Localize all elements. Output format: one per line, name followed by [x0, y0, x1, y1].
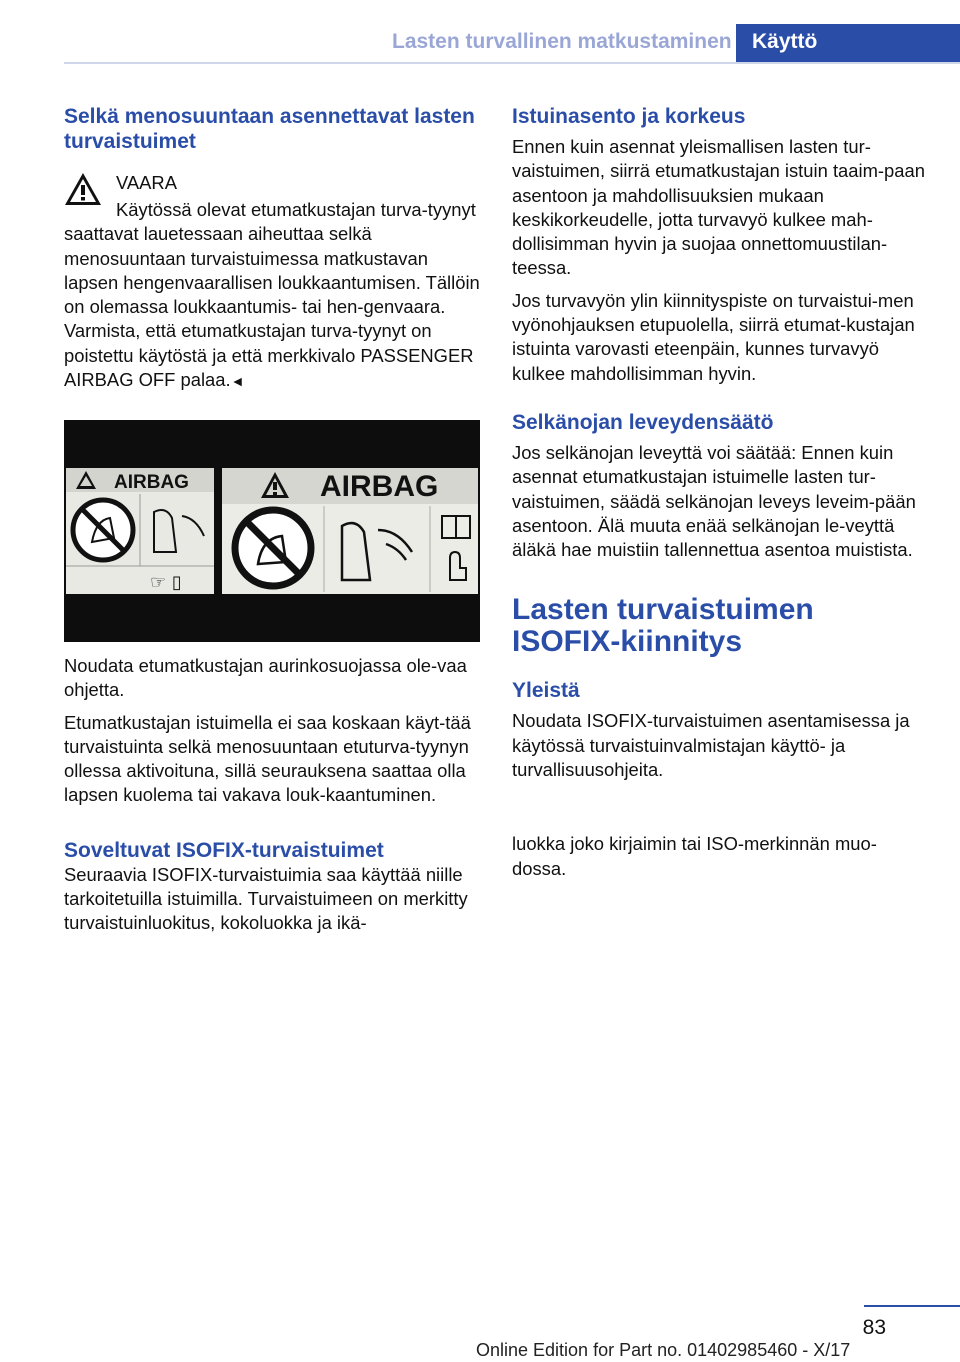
running-header-section: Lasten turvallinen matkustaminen	[392, 30, 732, 53]
para-backrest-width: Jos selkänojan leveyttä voi säätää: Ennen kuin asennat etumatkustajan istuimelle lasten tur-vaistuimen, säädä selkänojan leveys leveim-pään asentoon. Älä muuta enää selkänojan le-veyttä äläkä hae muistiin tallennettua asentoa muistista.	[512, 441, 916, 561]
para-classification: luokka joko kirjaimin tai ISO-merkinnän muo-dossa.	[512, 833, 877, 879]
warning-label: VAARA	[116, 172, 177, 193]
header-rule	[64, 62, 960, 64]
warning-triangle-icon	[64, 172, 102, 206]
end-marker: ◄	[230, 373, 245, 390]
chapter-tab	[736, 24, 960, 62]
para-never-rear-facing: Etumatkustajan istuimella ei saa koskaan käyt-tää turvaistuinta selkä menosuuntaan etuturva-tyynyn ollessa aktivoituna, sillä seurauksena saattaa olla lapsen kuolema tai vakava louk-kaantuminen.	[64, 711, 471, 806]
section-heading-general: Yleistä	[512, 679, 580, 703]
large-label-airbag-text: AIRBAG	[320, 470, 439, 503]
right-column	[512, 104, 928, 881]
airbag-label-photo	[64, 420, 480, 642]
para-general: Noudata ISOFIX-turvaistuimen asentamisessa ja käytössä turvaistuinvalmistajan käyttö- ja turvallisuusohjeita.	[512, 710, 910, 781]
warning-text	[64, 198, 480, 393]
warning-body: Käytössä olevat etumatkustajan turva-tyynyt saattavat lauetessaan aiheuttaa selkä menosuuntaan turvaistuimessa matkustavan lapsen hengenvaarallisen loukkaantumisen. Tällöin on olemassa loukkaantumis- tai hen-genvaara. Varmista, että etumatkustajan turva-tyynyt on poistettu käytöstä ja että merkkivalo PASSENGER AIRBAG OFF palaa.	[64, 199, 480, 391]
edition-footer: Online Edition for Part no. 01402985460 - X/17	[476, 1340, 851, 1360]
left-column-lower	[64, 654, 480, 936]
para-sunvisor: Noudata etumatkustajan aurinkosuojassa ole-vaa ohjetta.	[64, 655, 467, 701]
section-heading-seat-position: Istuinasento ja korkeus	[512, 105, 746, 128]
warning-block	[64, 170, 480, 393]
para-seat-position: Ennen kuin asennat yleismallisen lasten tur-vaistuimen, siirrä etumatkustajan istuin taaim-paan asentoon ja mahdollisuuksien mukaan keskikorkeudelle, jotta turvavyö kulkee mah-dollisimman hyvin ja suojaa onnettomuustilan-teessa.	[512, 136, 925, 279]
small-label-airbag-text: AIRBAG	[114, 472, 189, 493]
left-column	[64, 104, 480, 393]
para-isofix-seats: Seuraavia ISOFIX-turvaistuimia saa käyttää niille tarkoitetuilla istuimilla. Turvaistuimeen on merkitty turvaistuinluokitus, kokoluokka ja ikä-	[64, 863, 468, 934]
small-hand-book-icon: ☞ ▯	[150, 572, 182, 593]
section-heading-isofix-seats: Soveltuvat ISOFIX-turvaistuimet	[64, 838, 384, 862]
section-heading-rear-facing: Selkä menosuuntaan asennettavat lasten turvaistuimet	[64, 105, 475, 153]
section-heading-backrest-width: Selkänojan leveydensäätö	[512, 410, 774, 434]
chapter-heading-isofix: Lasten turvaistuimen ISOFIX-kiinnitys	[512, 593, 814, 659]
chapter-tab-label: Käyttö	[752, 30, 818, 53]
page-number: 83	[862, 1316, 886, 1339]
footer-rule	[864, 1305, 960, 1307]
para-belt-anchor: Jos turvavyön ylin kiinnityspiste on turvaistui-men vyönohjauksen etupuolella, siirrä etumat-kustajan istuinta varovasti eteenpäin, kunnes turvavyö kulkee mahdollisimman hyvin.	[512, 289, 915, 384]
